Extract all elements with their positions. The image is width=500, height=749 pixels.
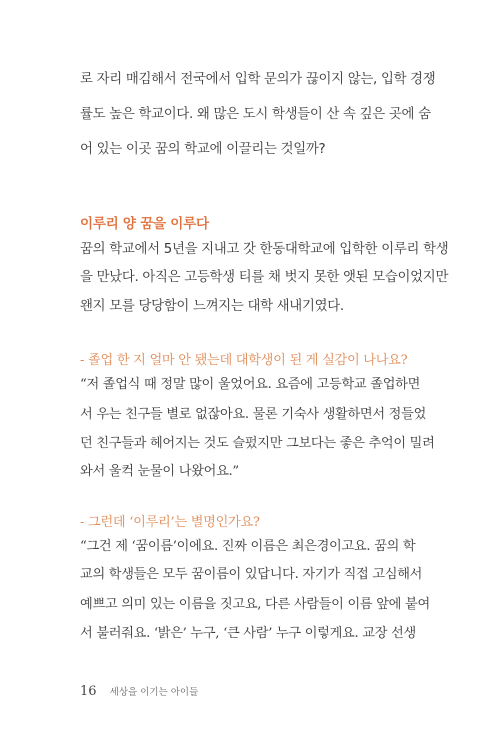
section-line: 을 만났다. 아직은 고등학생 티를 채 벗지 못한 앳된 모습이었지만 xyxy=(80,270,449,285)
page-number: 16 xyxy=(80,684,97,699)
interview-answer-line: 서 우는 친구들 별로 없잖아요. 물론 기숙사 생활하면서 정들었 xyxy=(80,407,427,422)
section-line: 꿈의 학교에서 5년을 지내고 갓 한동대학교에 입학한 이루리 학생 xyxy=(80,242,449,257)
intro-line: 어 있는 이곳 꿈의 학교에 이끌리는 것일까? xyxy=(80,142,326,157)
interview-answer-line: “저 졸업식 때 정말 많이 울었어요. 요즘에 고등학교 졸업하면 xyxy=(80,377,421,392)
running-title: 세상을 이기는 아이들 xyxy=(109,687,199,698)
interview-answer-line: 교의 학생들은 모두 꿈이름이 있답니다. 자기가 직접 고심해서 xyxy=(80,567,423,582)
interview-answer-line: 서 불러줘요. ‘밝은’ 누구, ‘큰 사람’ 누구 이렇게요. 교장 선생 xyxy=(80,626,416,641)
intro-line: 로 자리 매김해서 전국에서 입학 문의가 끊이지 않는, 입학 경쟁 xyxy=(80,72,436,87)
interview-answer-line: 와서 울컥 눈물이 나왔어요.” xyxy=(80,464,239,479)
interview-question: - 그런데 ‘이루리’는 별명인가요? xyxy=(80,515,260,530)
interview-answer-line: 던 친구들과 헤어지는 것도 슬펐지만 그보다는 좋은 추억이 밀려 xyxy=(80,436,435,451)
interview-question: - 졸업 한 지 얼마 안 됐는데 대학생이 된 게 실감이 나나요? xyxy=(80,353,408,368)
page-footer xyxy=(80,680,198,699)
intro-line: 률도 높은 학교이다. 왜 많은 도시 학생들이 산 속 깊은 곳에 숨 xyxy=(80,107,431,122)
interview-answer-line: 예쁘고 의미 있는 이름을 짓고요, 다른 사람들이 이름 앞에 붙여 xyxy=(80,597,430,612)
section-line: 왠지 모를 당당함이 느껴지는 대학 새내기였다. xyxy=(80,299,344,314)
interview-answer-line: “그건 제 ‘꿈이름’이에요. 진짜 이름은 최은경이고요. 꿈의 학 xyxy=(80,539,416,554)
section-heading: 이루리 양 꿈을 이루다 xyxy=(80,216,209,232)
